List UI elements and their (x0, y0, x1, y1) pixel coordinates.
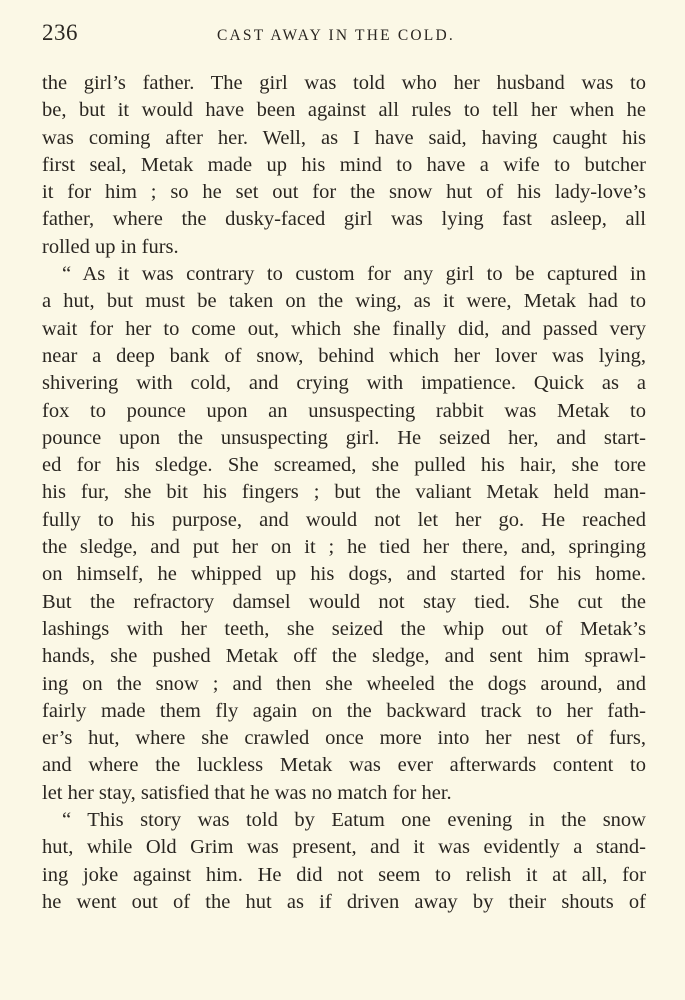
text-line: pounce upon the unsuspecting girl. He seized her, and start- (42, 426, 646, 449)
running-title: CAST AWAY IN THE COLD. (217, 27, 455, 44)
text-line: hut, while Old Grim was present, and it was evidently a stand- (42, 836, 646, 859)
text-line: “ As it was contrary to custom for any girl to be captured in (62, 263, 646, 286)
text-line: and where the luckless Metak was ever afterwards content to (42, 754, 646, 777)
text-line: it for him ; so he set out for the snow hut of his lady-love’s (42, 181, 646, 204)
text-line: shivering with cold, and crying with impatience. Quick as a (42, 372, 646, 395)
text-line: the girl’s father. The girl was told who her husband was to (42, 72, 646, 94)
text-line: be, but it would have been against all rules to tell her when he (42, 99, 646, 122)
text-line: “ This story was told by Eatum one evening in the snow (62, 809, 646, 832)
text-line: fox to pounce upon an unsuspecting rabbit was Metak to (42, 399, 646, 422)
text-line: ed for his sledge. She screamed, she pulled his hair, she tore (42, 454, 646, 477)
text-line: hands, she pushed Metak off the sledge, and sent him sprawl- (42, 645, 646, 668)
text-line: father, where the dusky-faced girl was lying fast asleep, all (42, 208, 646, 231)
text-line: near a deep bank of snow, behind which her lover was lying, (42, 344, 646, 367)
text-line: was coming after her. Well, as I have said, having caught his (42, 126, 646, 149)
text-line: fairly made them fly again on the backward track to her fath- (42, 699, 646, 722)
text-line: let her stay, satisfied that he was no match for her. (42, 781, 452, 804)
text-line: fully to his purpose, and would not let her go. He reached (42, 508, 646, 531)
page-number: 236 (42, 20, 78, 45)
text-line: his fur, she bit his fingers ; but the valiant Metak held man- (42, 481, 646, 504)
text-line: er’s hut, where she crawled once more into her nest of furs, (42, 727, 646, 750)
body-text (42, 70, 646, 916)
text-line: the sledge, and put her on it ; he tied her there, and, springing (42, 536, 646, 559)
text-line: lashings with her teeth, she seized the whip out of Metak’s (42, 617, 646, 640)
text-line: wait for her to come out, which she finally did, and passed very (42, 317, 646, 340)
text-line: a hut, but must be taken on the wing, as it were, Metak had to (42, 290, 646, 313)
text-line: first seal, Metak made up his mind to have a wife to butcher (42, 153, 646, 176)
text-line: But the refractory damsel would not stay tied. She cut the (42, 590, 646, 613)
text-line: ing joke against him. He did not seem to relish it at all, for (42, 863, 646, 886)
text-line: he went out of the hut as if driven away by their shouts of (42, 890, 646, 913)
text-line: rolled up in furs. (42, 235, 179, 258)
text-line: on himself, he whipped up his dogs, and started for his home. (42, 563, 646, 586)
running-head (42, 20, 646, 50)
text-line: ing on the snow ; and then she wheeled the dogs around, and (42, 672, 646, 695)
